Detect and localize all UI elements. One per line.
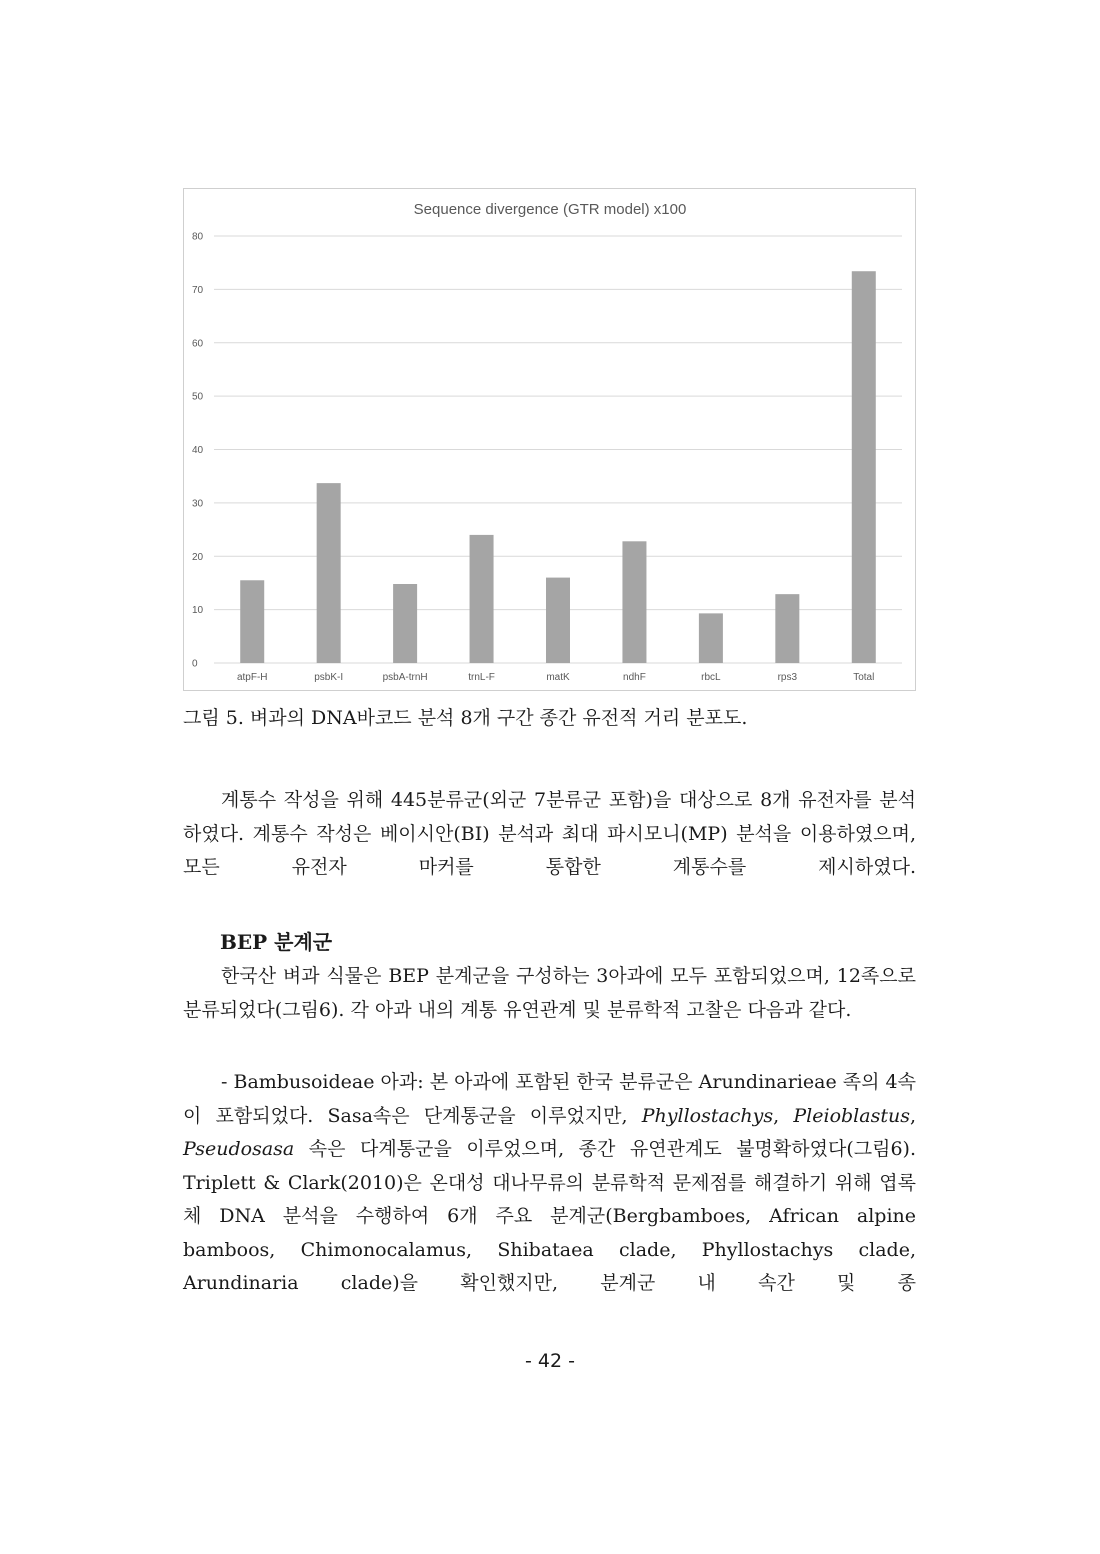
chart-y-tick-label: 0 bbox=[192, 658, 198, 670]
chart-bar-psbk-i bbox=[317, 483, 341, 663]
chart-title: Sequence divergence (GTR model) x100 bbox=[413, 201, 687, 218]
paragraph-text: - Bambusoideae 아과: 본 아과에 포함된 한국 분류군은 Arundinarieae 족의 4속이 포함되었다. Sasa속은 단계통군을 이루었지만, bbox=[183, 1071, 916, 1127]
chart-x-tick-label: matK bbox=[546, 672, 570, 683]
page-number: - 42 - bbox=[525, 1350, 575, 1372]
chart-y-tick-label: 70 bbox=[192, 284, 204, 296]
chart-x-axis bbox=[237, 672, 874, 683]
paragraph-phylogeny-method: 계통수 작성을 위해 445분류군(외군 7분류군 포함)을 대상으로 8개 유전자를 분석하였다. 계통수 작성은 베이시안(BI) 분석과 최대 파시모니(MP) 분석을 이용하였으며, 모든 유전자 마커를 통합한 계통수를 제시하였다. bbox=[183, 789, 916, 878]
chart-y-tick-label: 50 bbox=[192, 391, 204, 403]
chart-bar-ndhf bbox=[622, 541, 646, 663]
chart-x-tick-label: ndhF bbox=[623, 672, 646, 683]
section-heading: BEP 분계군 bbox=[220, 930, 333, 954]
chart-y-tick-label: 30 bbox=[192, 498, 204, 510]
paragraph-bep-intro: 한국산 벼과 식물은 BEP 분계군을 구성하는 3아과에 모두 포함되었으며, 12족으로 분류되었다(그림6). 각 아과 내의 계통 유연관계 및 분류학적 고찰은 다음과 같다. bbox=[183, 965, 916, 1021]
chart-bar-psba-trnh bbox=[393, 584, 417, 663]
chart-x-tick-label: psbK-I bbox=[314, 672, 344, 683]
chart-bar-rbcl bbox=[699, 613, 723, 663]
chart-y-axis bbox=[192, 232, 204, 670]
paragraph-text: 속은 다계통군을 이루었으며, 종간 유연관계도 불명확하였다(그림6). Triplett & Clark(2010)은 온대성 대나무류의 분류학적 문제점를 해결하기 위해 엽록체 DNA 분석을 수행하여 6개 주요 분계군(Bergbamboes, African alpine bamboos, Chimonocalamus, Shibataea clade, Phyllostachys clade, Arundinaria clade)을 확인했지만, 분계군 내 속간 및 종 bbox=[183, 1138, 916, 1294]
chart-x-tick-label: rps3 bbox=[777, 672, 798, 683]
chart-y-tick-label: 60 bbox=[192, 338, 204, 350]
chart-x-tick-label: Total bbox=[853, 672, 875, 683]
bar-chart bbox=[183, 188, 916, 691]
genus-name: Pseudosasa bbox=[183, 1138, 295, 1160]
chart-bar-rps3 bbox=[775, 594, 799, 663]
chart-y-tick-label: 20 bbox=[192, 551, 204, 563]
chart-y-tick-label: 10 bbox=[192, 605, 204, 617]
chart-bar-atpf-h bbox=[240, 580, 264, 663]
chart-y-tick-label: 80 bbox=[192, 231, 204, 243]
separator: , bbox=[773, 1104, 794, 1127]
genus-name: Phyllostachys bbox=[641, 1104, 774, 1127]
chart-svg bbox=[184, 189, 917, 692]
separator: , bbox=[909, 1104, 916, 1127]
chart-bar-trnl-f bbox=[470, 535, 494, 663]
chart-bar-matk bbox=[546, 578, 570, 663]
chart-bar-total bbox=[852, 271, 876, 663]
chart-y-tick-label: 40 bbox=[192, 445, 204, 456]
chart-x-tick-label: psbA-trnH bbox=[382, 672, 428, 683]
genus-name: Pleioblastus bbox=[793, 1104, 910, 1127]
chart-x-tick-label: trnL-F bbox=[468, 672, 495, 683]
chart-x-tick-label: atpF-H bbox=[236, 672, 268, 683]
figure-caption: 그림 5. 벼과의 DNA바코드 분석 8개 구간 종간 유전적 거리 분포도. bbox=[183, 707, 748, 729]
chart-x-tick-label: rbcL bbox=[701, 672, 721, 683]
paragraph-bambusoideae bbox=[183, 1066, 916, 1301]
chart-bars bbox=[240, 271, 876, 663]
